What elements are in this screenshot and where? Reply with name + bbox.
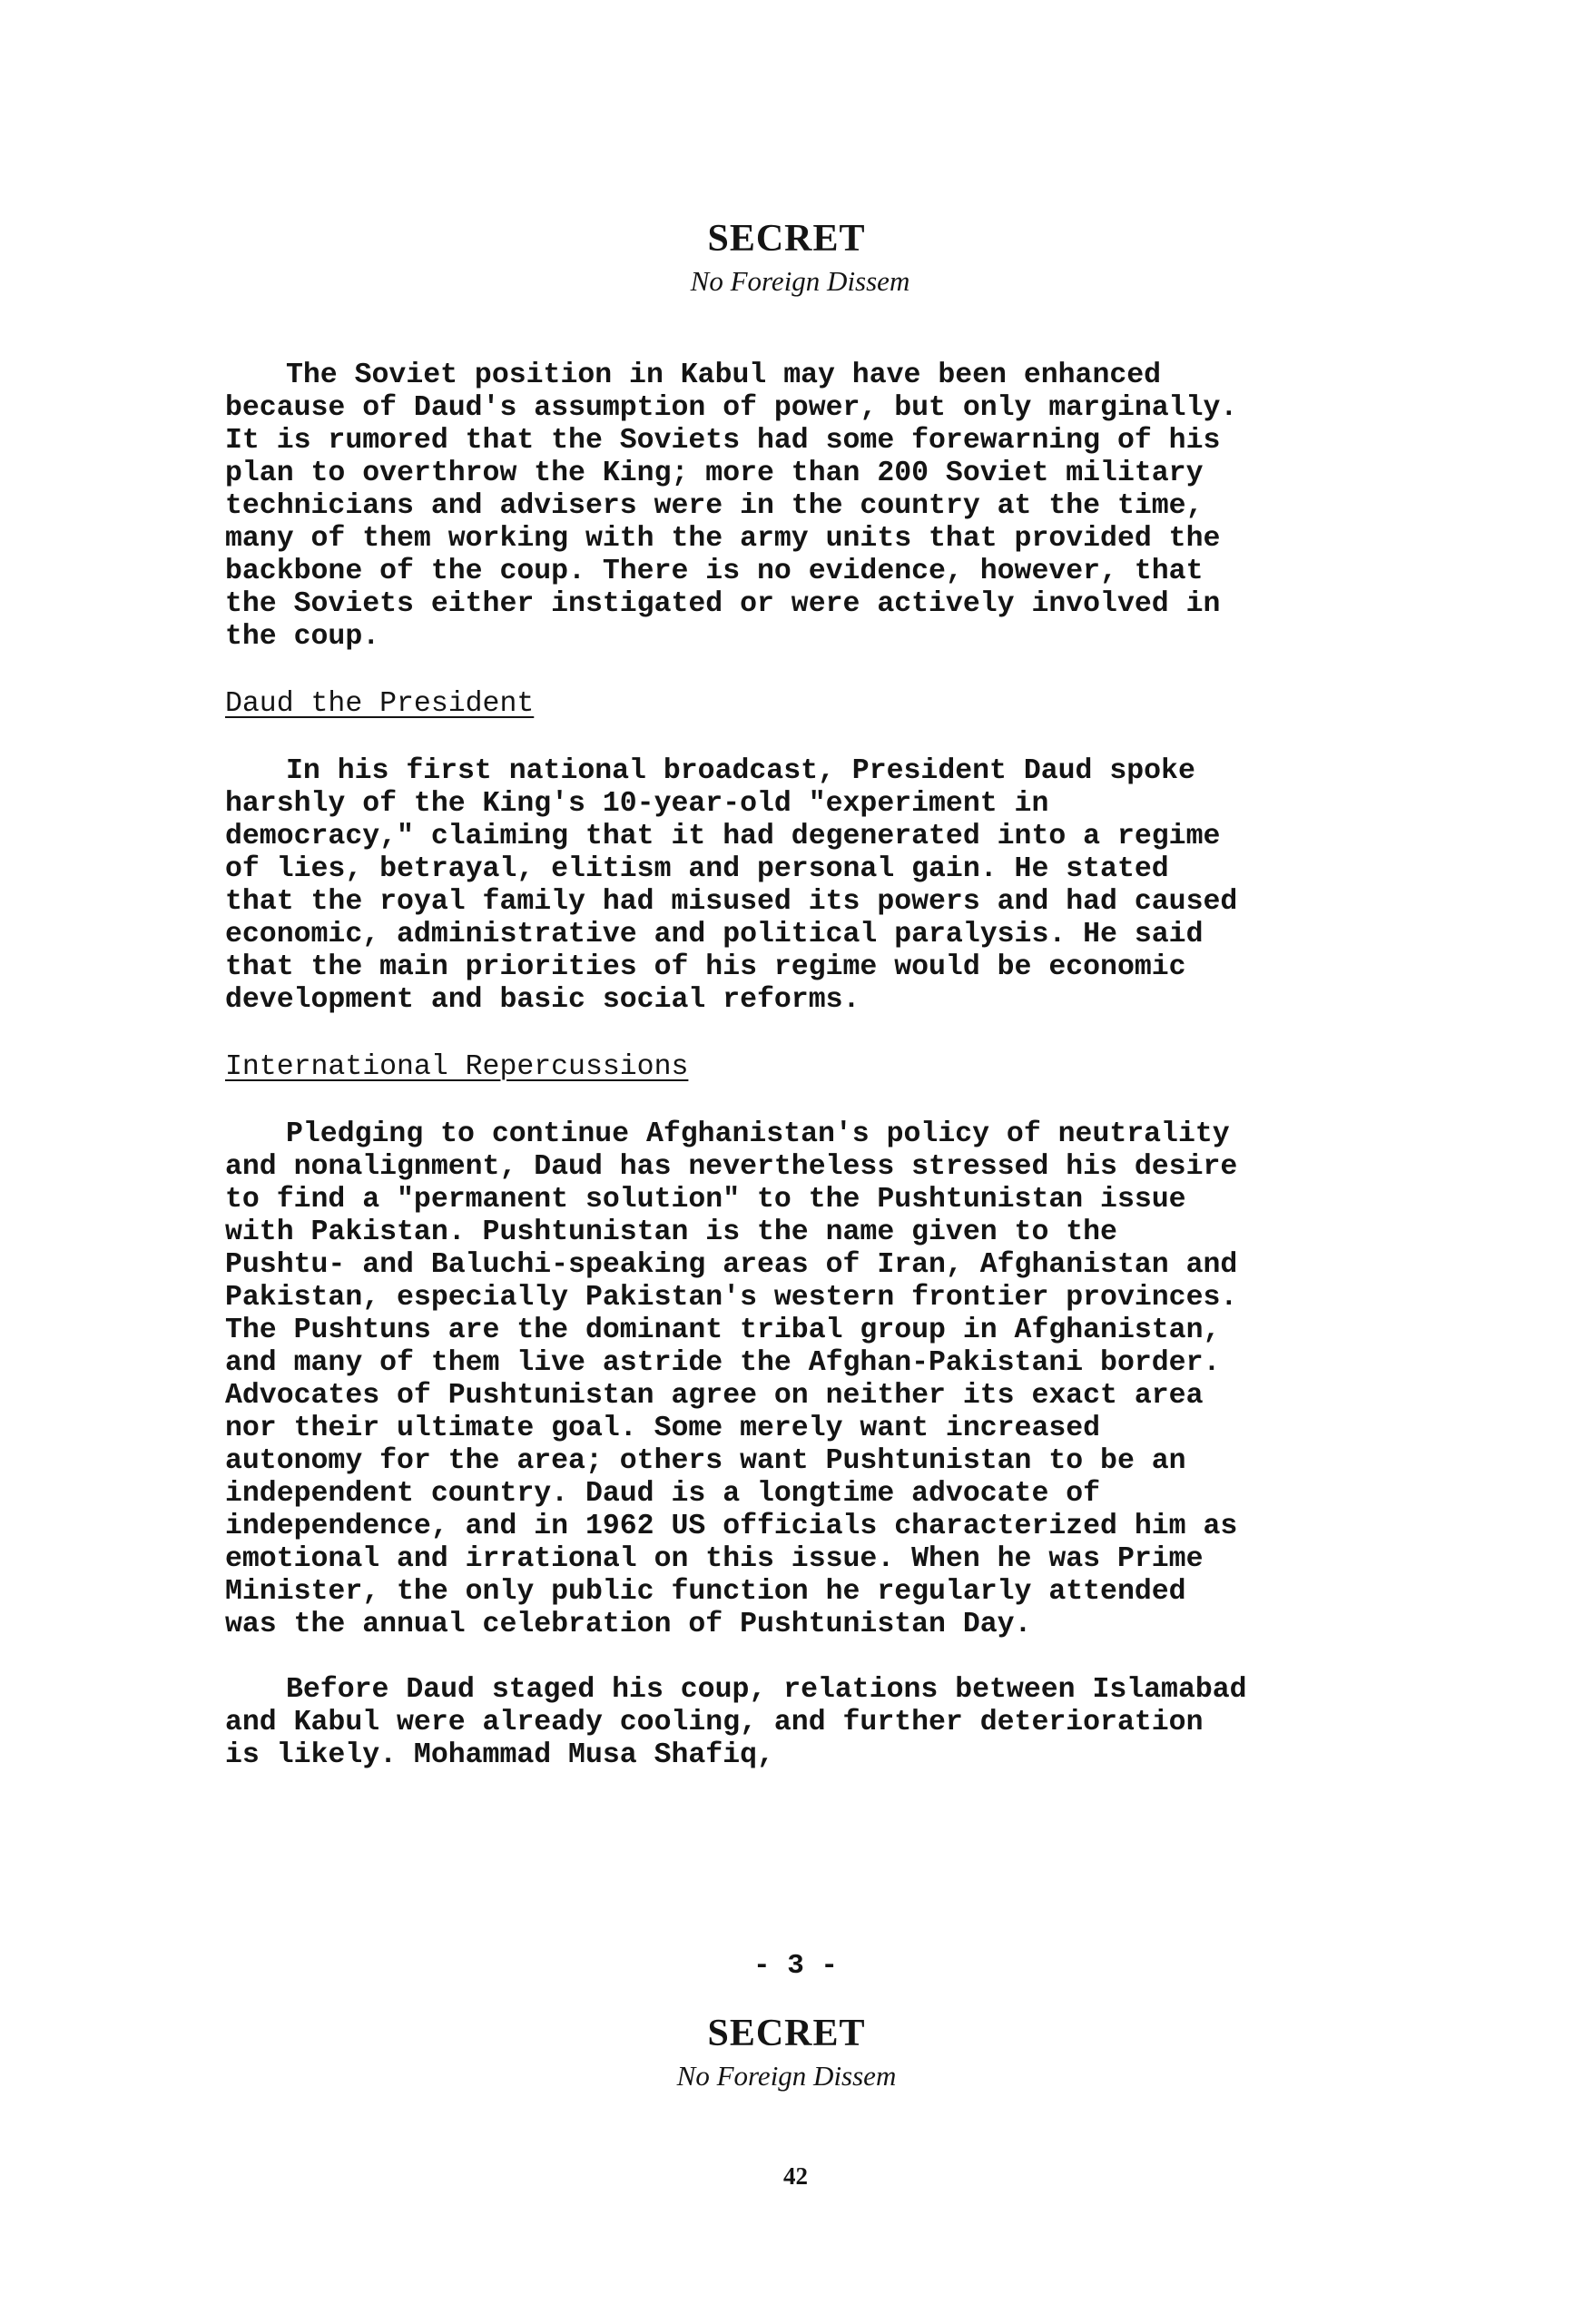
paragraph-soviet-position: The Soviet position in Kabul may have been enhanced because of Daud's assumption of power, but only marginally. It is rumored that the Soviets had some forewarning of his plan to overthrow the King; more than 200 Soviet military technicians and advisers were in the country at the time, many of them working with the army units that provided the backbone of the coup. There is no evidence, however, that the Soviets either instigated or were actively involved in the coup. <box>225 359 1238 653</box>
footer-dissem-marking: No Foreign Dissem <box>676 2060 897 2092</box>
paragraph-national-broadcast: In his first national broadcast, President Daud spoke harshly of the King's 10-year-old "experiment in democracy," claiming that it had degenerated into a regime of lies, betrayal, elitism and personal gain. He stated that the royal family had misused its powers and had caused economic, administrative and political paralysis. He said that the main priorities of his regime would be economic development and basic social reforms. <box>225 755 1238 1016</box>
document-body <box>225 359 1251 1772</box>
footer-classification-block <box>0 2011 1573 2094</box>
header-classification-block <box>0 216 1573 300</box>
section-heading-daud-the-president: Daud the President <box>225 688 535 720</box>
paragraph-pushtunistan: Pledging to continue Afghanistan's policy of neutrality and nonalignment, Daud has nevertheless stressed his desire to find a "permanent solution" to the Pushtunistan issue with Pakistan. Pushtunistan is the name given to the Pushtu- and Baluchi-speaking areas of Iran, Afghanistan and Pakistan, especially Pakistan's western frontier provinces. The Pushtuns are the dominant tribal group in Afghanistan, and many of them live astride the Afghan-Pakistani border. Advocates of Pushtunistan agree on neither its exact area nor their ultimate goal. Some merely want increased autonomy for the area; others want Pushtunistan to be an independent country. Daud is a longtime advocate of independence, and in 1962 US officials characterized him as emotional and irrational on this issue. When he was Prime Minister, the only public function he regularly attended was the annual celebration of Pushtunistan Day. <box>225 1118 1238 1640</box>
header-classification: SECRET <box>707 218 866 260</box>
header-dissem-marking: No Foreign Dissem <box>690 265 910 297</box>
footer-classification: SECRET <box>707 2013 866 2054</box>
page-number: - 3 - <box>752 1950 838 1982</box>
paragraph-relations: Before Daud staged his coup, relations between Islamabad and Kabul were already cooling, and further deterioration is likely. Mohammad Musa Shafiq, <box>225 1674 1247 1771</box>
section-heading-international-repercussions: International Repercussions <box>225 1051 689 1083</box>
archive-page-number: 42 <box>783 2162 808 2190</box>
